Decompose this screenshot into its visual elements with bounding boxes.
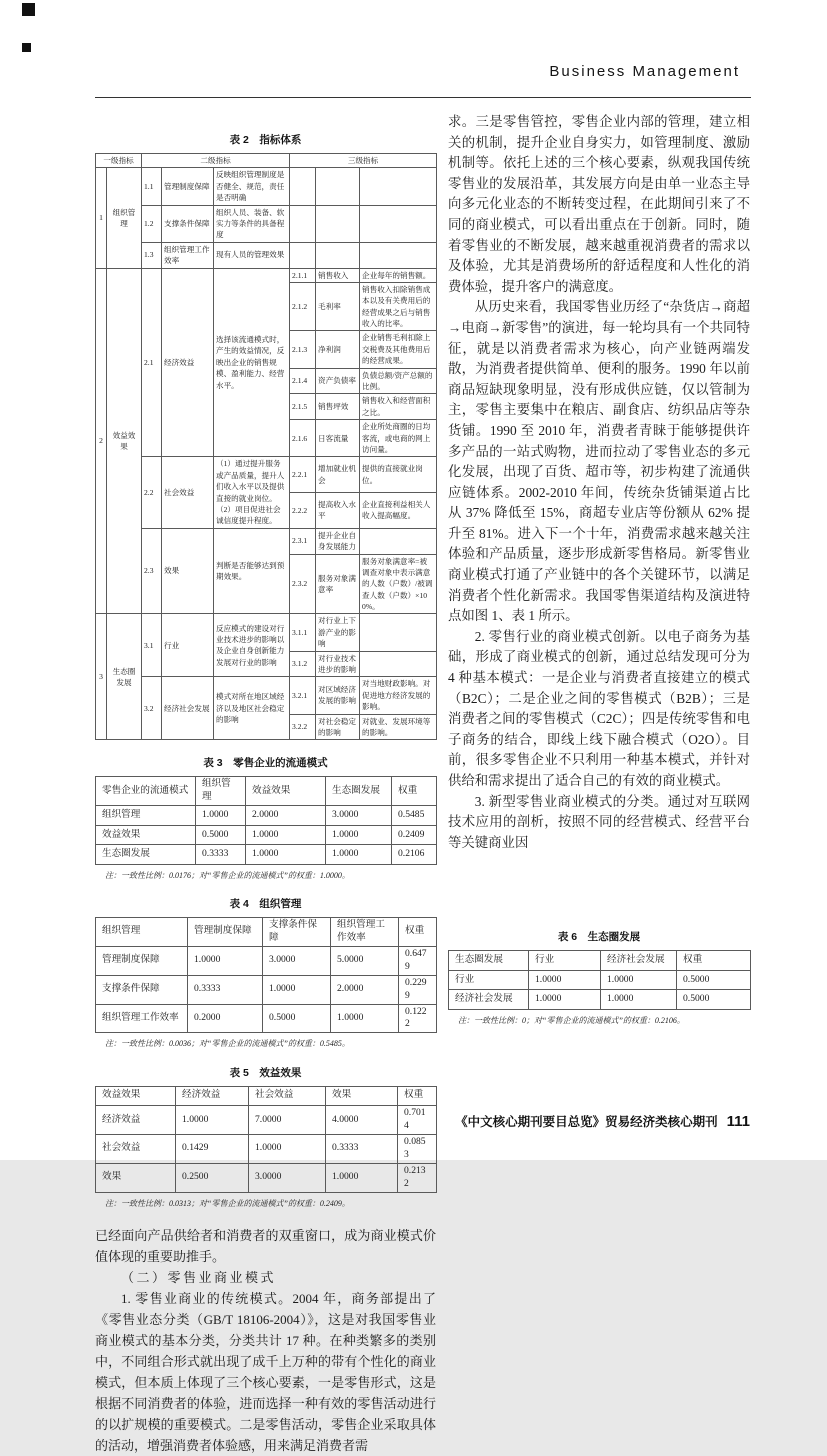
table-cell: 1.0000	[326, 825, 392, 845]
table-cell: 组织管理	[96, 806, 196, 826]
table-cell: 销售收入和经营面积之比。	[360, 394, 437, 420]
header-cell: 权重	[399, 917, 437, 946]
paragraph: 2. 零售行业的商业模式创新。以电子商务为基础，形成了商业模式的创新，通过总结发现可分为 4 种基本模式：一是企业与消费者直接建立的模式（B2C）；二是企业之间的零售模式（B2B）；三是消费者之间的零售模式（C2C）；四是传统零售和电子商务的结合，即线上线下融合模式（O2O）。目前，很多零售企业不只利用一种基本模式，并针对供给和需求提出了适合自己的有效的商业模式。	[448, 628, 750, 788]
header-cell: 效益效果	[246, 777, 326, 806]
table-cell: 3.0000	[263, 946, 331, 975]
table5-note: 注：一致性比例：0.0313；对“零售企业的流通模式”的权重：0.2409。	[105, 1198, 350, 1208]
table-cell: 0.1222	[399, 1004, 437, 1033]
header-cell: 组织管理	[196, 777, 246, 806]
table-cell: 0.2106	[392, 845, 437, 865]
header-cell: 效益效果	[96, 1086, 176, 1106]
table-cell: 0.1429	[176, 1134, 249, 1163]
table-cell: 1.1	[142, 168, 162, 205]
table-cell	[360, 205, 437, 242]
table-cell: 2.1.5	[290, 394, 316, 420]
table3-circulation-mode	[95, 776, 437, 864]
table-cell: 服务对象满意率=被调查对象中表示满意的人数（户数）/被调查人数（户数）×100%。	[360, 554, 437, 614]
table-cell: 销售坪效	[316, 394, 360, 420]
table-cell: 对行业技术进步的影响	[316, 651, 360, 677]
table-cell: 1.0000	[188, 946, 263, 975]
table-cell	[290, 242, 316, 268]
table-row	[96, 268, 437, 282]
table-cell: 1.0000	[263, 975, 331, 1004]
header-cell: 三级指标	[290, 154, 437, 168]
table6-note: 注：一致性比例：0；对“零售企业的流通模式”的权重：0.2106。	[458, 1015, 685, 1025]
table-cell: 1.0000	[529, 970, 601, 990]
header-cell: 支撑条件保障	[263, 917, 331, 946]
table-cell: 对行业上下游产业的影响	[316, 614, 360, 651]
table-cell: 0.2299	[399, 975, 437, 1004]
table-row	[96, 1106, 437, 1135]
table-cell: 0.2132	[398, 1163, 437, 1192]
table-cell: 2.1	[142, 268, 162, 457]
table-cell	[360, 614, 437, 651]
table-cell: 0.2409	[392, 825, 437, 845]
table-cell	[316, 168, 360, 205]
table-cell: 企业销售毛利扣除上交税费及其他费用后的经营成果。	[360, 331, 437, 368]
table-cell: 日客流量	[316, 420, 360, 457]
table-cell: 效益效果	[96, 825, 196, 845]
table-cell: 社会效益	[162, 457, 214, 528]
table-cell: 3.2.1	[290, 677, 316, 714]
table-cell: 2.1.2	[290, 282, 316, 331]
table-cell: 5.0000	[331, 946, 399, 975]
table-cell: 1.0000	[249, 1134, 326, 1163]
table-cell: 1.0000	[601, 990, 677, 1010]
table-cell: 3	[96, 614, 107, 740]
table-row	[96, 205, 437, 242]
table-cell: 提供的直接就业岗位。	[360, 457, 437, 493]
table4-caption: 表 4 组织管理	[229, 897, 302, 910]
print-mark-icon	[22, 3, 35, 16]
table-cell: 经济社会发展	[162, 677, 214, 740]
table-row	[96, 528, 437, 554]
table3-caption: 表 3 零售企业的流通模式	[203, 757, 328, 770]
table-cell: 销售收入	[316, 268, 360, 282]
table-cell: 2.3	[142, 528, 162, 614]
table-cell	[360, 168, 437, 205]
table-cell: 1.0000	[529, 990, 601, 1010]
running-head: Business Management	[549, 63, 740, 80]
journal-core-label: 《中文核心期刊要目总览》贸易经济类核心期刊	[455, 1115, 718, 1129]
page-number: 111	[726, 1113, 750, 1130]
table-cell	[360, 528, 437, 554]
table-cell: 3.1.1	[290, 614, 316, 651]
table-row	[96, 1134, 437, 1163]
table-cell: 选择该流通模式时，产生的效益情况，反映出企业的销售规模、盈利能力、经营水平。	[214, 268, 290, 457]
table-cell: 2.2.1	[290, 457, 316, 493]
table-cell: 3.1.2	[290, 651, 316, 677]
paragraph: 从历史来看，我国零售业历经了“杂货店→商超→电商→新零售”的演进，每一轮均具有一个共同特征，就是以消费者需求为核心，向产业链两端发散，为消费者提供简单、便利的服务。1990 年以前商品短缺现象明显，没有形成供应链，仅以管制为主，零售主要集中在粮店、副食店、纺织品店等杂货铺。1990 至 2010 年，消费者青睐于能够提供许多产品的一站式购物，进而拉动了零售业态的多元化发展，出现了百货、超市等，初步构建了流通供应链体系。2002-2010 年间，传统杂货铺渠道占比从 37% 降低至 15%，商超专业店等份额从 62% 提升至 81%。进入下一个十年，消费需求越来越关注体验和产品质量，逐步形成新零售格局。新零售业商业模式打通了产业链中的各个关键环节，以满足消费者个性化新需求。我国零售渠道结构及演进特点如图 1、表 1 所示。	[448, 299, 750, 624]
section-heading: （二）零售业商业模式	[121, 1269, 277, 1285]
table-cell: 对就业、发展环境等的影响。	[360, 714, 437, 740]
table-cell: 2.3.1	[290, 528, 316, 554]
table-cell: 效果	[162, 528, 214, 614]
table-cell: 组织管理工作效率	[96, 1004, 188, 1033]
table-cell: 服务对象满意率	[316, 554, 360, 614]
table-row	[96, 677, 437, 714]
left-text-block	[95, 1225, 436, 1456]
table-cell: 组织人员、装备、软实力等条件的具备程度	[214, 205, 290, 242]
table-cell: 3.2	[142, 677, 162, 740]
table-cell: 效果	[96, 1163, 176, 1192]
table6-block	[448, 929, 750, 1026]
table-cell: 0.5000	[677, 990, 751, 1010]
table-cell: 0.3333	[188, 975, 263, 1004]
table-cell: 0.5000	[263, 1004, 331, 1033]
table-cell: 行业	[162, 614, 214, 677]
table-row	[96, 168, 437, 205]
header-cell: 效果	[326, 1086, 398, 1106]
table-row	[449, 951, 751, 971]
paragraph: 1. 零售业商业的传统模式。2004 年，商务部提出了《零售业态分类（GB/T 18106-2004）》，这是对我国零售业商业模式的基本分类，分类共计 17 种。在种类繁多的类别中，不同组合形式就出现了成千上万种的带有个性化的商业模式，但本质上体现了三个核心要素，一是零售形式，这是根据不同消费者的体验，进而选择一种有效的零售活动进行的以扩规模的重要模式。二是零售活动，零售企业采取具体的活动，增强消费者体验感，用来满足消费者需	[95, 1290, 436, 1453]
table2-caption: 表 2 指标体系	[229, 134, 302, 146]
table-cell: 社会效益	[96, 1134, 176, 1163]
header-rule	[95, 97, 751, 98]
header-cell: 经济效益	[176, 1086, 249, 1106]
header-cell: 生态圈发展	[449, 951, 529, 971]
table-cell: 1.0000	[176, 1106, 249, 1135]
table-cell: 企业所处商圈的日均客流，或电商的网上访问量。	[360, 420, 437, 457]
table-cell: 增加就业机会	[316, 457, 360, 493]
table-cell: 0.2000	[188, 1004, 263, 1033]
table-cell: 1.0000	[326, 1163, 398, 1192]
table-cell: 企业每年的销售额。	[360, 268, 437, 282]
table-cell: 生态圈发展	[96, 845, 196, 865]
table-cell	[360, 651, 437, 677]
paragraph: 求。三是零售管控，零售企业内部的管理，建立相关的机制，提升企业自身实力，如管理制度、激励机制等。依托上述的三个核心要素，纵观我国传统零售业的发展沿革，其发展方向是由单一业态主导向多元化业态的不断转变过程，在此期间引来了不同的商业模式，可以看出重点在于创新。同时，随着零售业的不断发展，越来越重视消费者的需求以及体验，尤其是消费场所的舒适程度和人性化的消费体验，提升客户的满意度。	[448, 114, 750, 294]
table-cell: 管理制度保障	[162, 168, 214, 205]
table-cell: 负债总额/资产总额的比例。	[360, 368, 437, 394]
table-cell: 支撑条件保障	[162, 205, 214, 242]
table-row	[96, 1086, 437, 1106]
header-cell: 权重	[398, 1086, 437, 1106]
table-cell: 3.0000	[326, 806, 392, 826]
table-cell: 资产负债率	[316, 368, 360, 394]
table-row	[96, 154, 437, 168]
table-cell	[290, 205, 316, 242]
table-cell: 对社会稳定的影响	[316, 714, 360, 740]
table-row	[96, 1163, 437, 1192]
table-cell: 1.0000	[196, 806, 246, 826]
header-cell: 社会效益	[249, 1086, 326, 1106]
paragraph: 3. 新型零售业商业模式的分类。通过对互联网技术应用的剖析，按照不同的经营模式、经营平台等关键商业因	[448, 793, 750, 850]
header-cell: 组织管理	[96, 917, 188, 946]
table-row	[96, 845, 437, 865]
table-cell: 组织管理	[107, 168, 142, 268]
table-cell: 净利润	[316, 331, 360, 368]
table-row	[96, 1004, 437, 1033]
header-cell: 行业	[529, 951, 601, 971]
table6-caption: 表 6 生态圈发展	[557, 931, 641, 944]
table-cell: 2.3.2	[290, 554, 316, 614]
table-cell: 0.6479	[399, 946, 437, 975]
table-cell	[316, 205, 360, 242]
table-cell: 1.0000	[601, 970, 677, 990]
table-row	[96, 825, 437, 845]
table-cell: 对区域经济发展的影响	[316, 677, 360, 714]
table-cell: 2.2.2	[290, 493, 316, 529]
table-cell: 2.0000	[246, 806, 326, 826]
table-cell: 3.0000	[249, 1163, 326, 1192]
table-row	[96, 917, 437, 946]
table-cell: 1.3	[142, 242, 162, 268]
table-row	[449, 990, 751, 1010]
table5-benefit-effect	[95, 1086, 437, 1193]
table-cell: 7.0000	[249, 1106, 326, 1135]
table-cell	[360, 242, 437, 268]
table-cell: 2.2	[142, 457, 162, 528]
table-row	[96, 242, 437, 268]
table-row	[449, 970, 751, 990]
table-cell: 0.7014	[398, 1106, 437, 1135]
table-cell: 1.0000	[326, 845, 392, 865]
table-cell: 2.1.1	[290, 268, 316, 282]
table-cell: 3.1	[142, 614, 162, 677]
table-cell: 组织管理工作效率	[162, 242, 214, 268]
table-cell: 0.5485	[392, 806, 437, 826]
table-cell: 0.5000	[196, 825, 246, 845]
table-cell: 1.0000	[246, 845, 326, 865]
table-cell: 反应模式的建设对行业技术进步的影响以及企业自身创新能力发展对行业的影响	[214, 614, 290, 677]
table-cell: 销售收入扣除销售成本以及有关费用后的经营成果之后与销售收入的比率。	[360, 282, 437, 331]
table-cell: 经济效益	[162, 268, 214, 457]
table-cell: 企业直接利益相关人收入提高幅度。	[360, 493, 437, 529]
table-cell: 生态圈发展	[107, 614, 142, 740]
table-cell: 经济社会发展	[449, 990, 529, 1010]
header-cell: 权重	[392, 777, 437, 806]
table6-ecosystem-development	[448, 950, 751, 1010]
table4-organization-management	[95, 917, 437, 1034]
table-cell: 现有人员的管理效果	[214, 242, 290, 268]
table-row	[96, 777, 437, 806]
table-row	[96, 975, 437, 1004]
table4-note: 注：一致性比例：0.0036；对“零售企业的流通模式”的权重：0.5485。	[105, 1039, 350, 1049]
table5-caption: 表 5 效益效果	[229, 1066, 302, 1079]
table-row	[96, 806, 437, 826]
table-cell: 判断是否能够达到预期效果。	[214, 528, 290, 614]
table-cell: 2.1.4	[290, 368, 316, 394]
header-cell: 二级指标	[142, 154, 290, 168]
table-row	[96, 614, 437, 651]
table-cell: 提高收入水平	[316, 493, 360, 529]
table-cell	[316, 242, 360, 268]
table-cell: 0.5000	[677, 970, 751, 990]
table-cell: 管理制度保障	[96, 946, 188, 975]
header-cell: 权重	[677, 951, 751, 971]
table-cell: 1	[96, 168, 107, 268]
table-cell: 0.2500	[176, 1163, 249, 1192]
table-cell: 0.3333	[196, 845, 246, 865]
table-cell: 反映组织管理制度是否健全、规范，责任是否明确	[214, 168, 290, 205]
table-cell: 行业	[449, 970, 529, 990]
header-cell: 管理制度保障	[188, 917, 263, 946]
table-cell: 支撑条件保障	[96, 975, 188, 1004]
header-cell: 零售企业的流通模式	[96, 777, 196, 806]
table-cell: 2	[96, 268, 107, 614]
table-cell: 1.0000	[331, 1004, 399, 1033]
table-cell: 1.0000	[246, 825, 326, 845]
table-cell: 模式对所在地区域经济以及地区社会稳定的影响	[214, 677, 290, 740]
table-cell: 对当地财政影响。对促进地方经济发展的影响。	[360, 677, 437, 714]
table-cell: 2.0000	[331, 975, 399, 1004]
table-cell: 提升企业自身发展能力	[316, 528, 360, 554]
table-cell: 2.1.3	[290, 331, 316, 368]
table-row	[96, 946, 437, 975]
header-cell: 经济社会发展	[601, 951, 677, 971]
table-cell	[290, 168, 316, 205]
table-row	[96, 457, 437, 493]
table-cell: （1）通过提升服务或产品质量，提升人们收入水平以及提供直接的就业岗位。（2）项目促进社会诚信度提升程度。	[214, 457, 290, 528]
table-cell: 2.1.6	[290, 420, 316, 457]
table-cell: 毛利率	[316, 282, 360, 331]
table3-note: 注：一致性比例：0.0176；对“零售企业的流通模式”的权重：1.0000。	[105, 870, 350, 880]
header-cell: 组织管理工作效率	[331, 917, 399, 946]
table-cell: 经济效益	[96, 1106, 176, 1135]
header-cell: 生态圈发展	[326, 777, 392, 806]
table-cell: 效益效果	[107, 268, 142, 614]
table-cell: 3.2.2	[290, 714, 316, 740]
table2-indicator-system	[95, 153, 437, 740]
paragraph: 已经面向产品供给者和消费者的双重窗口，成为商业模式价值体现的重要助推手。	[95, 1227, 436, 1264]
table-cell: 0.3333	[326, 1134, 398, 1163]
table-cell: 4.0000	[326, 1106, 398, 1135]
page-footer	[455, 1112, 750, 1130]
table-cell: 0.0853	[398, 1134, 437, 1163]
right-column	[448, 112, 750, 1026]
header-cell: 一级指标	[96, 154, 142, 168]
left-column	[95, 112, 436, 1456]
print-mark-icon	[22, 43, 31, 52]
table-cell: 1.2	[142, 205, 162, 242]
